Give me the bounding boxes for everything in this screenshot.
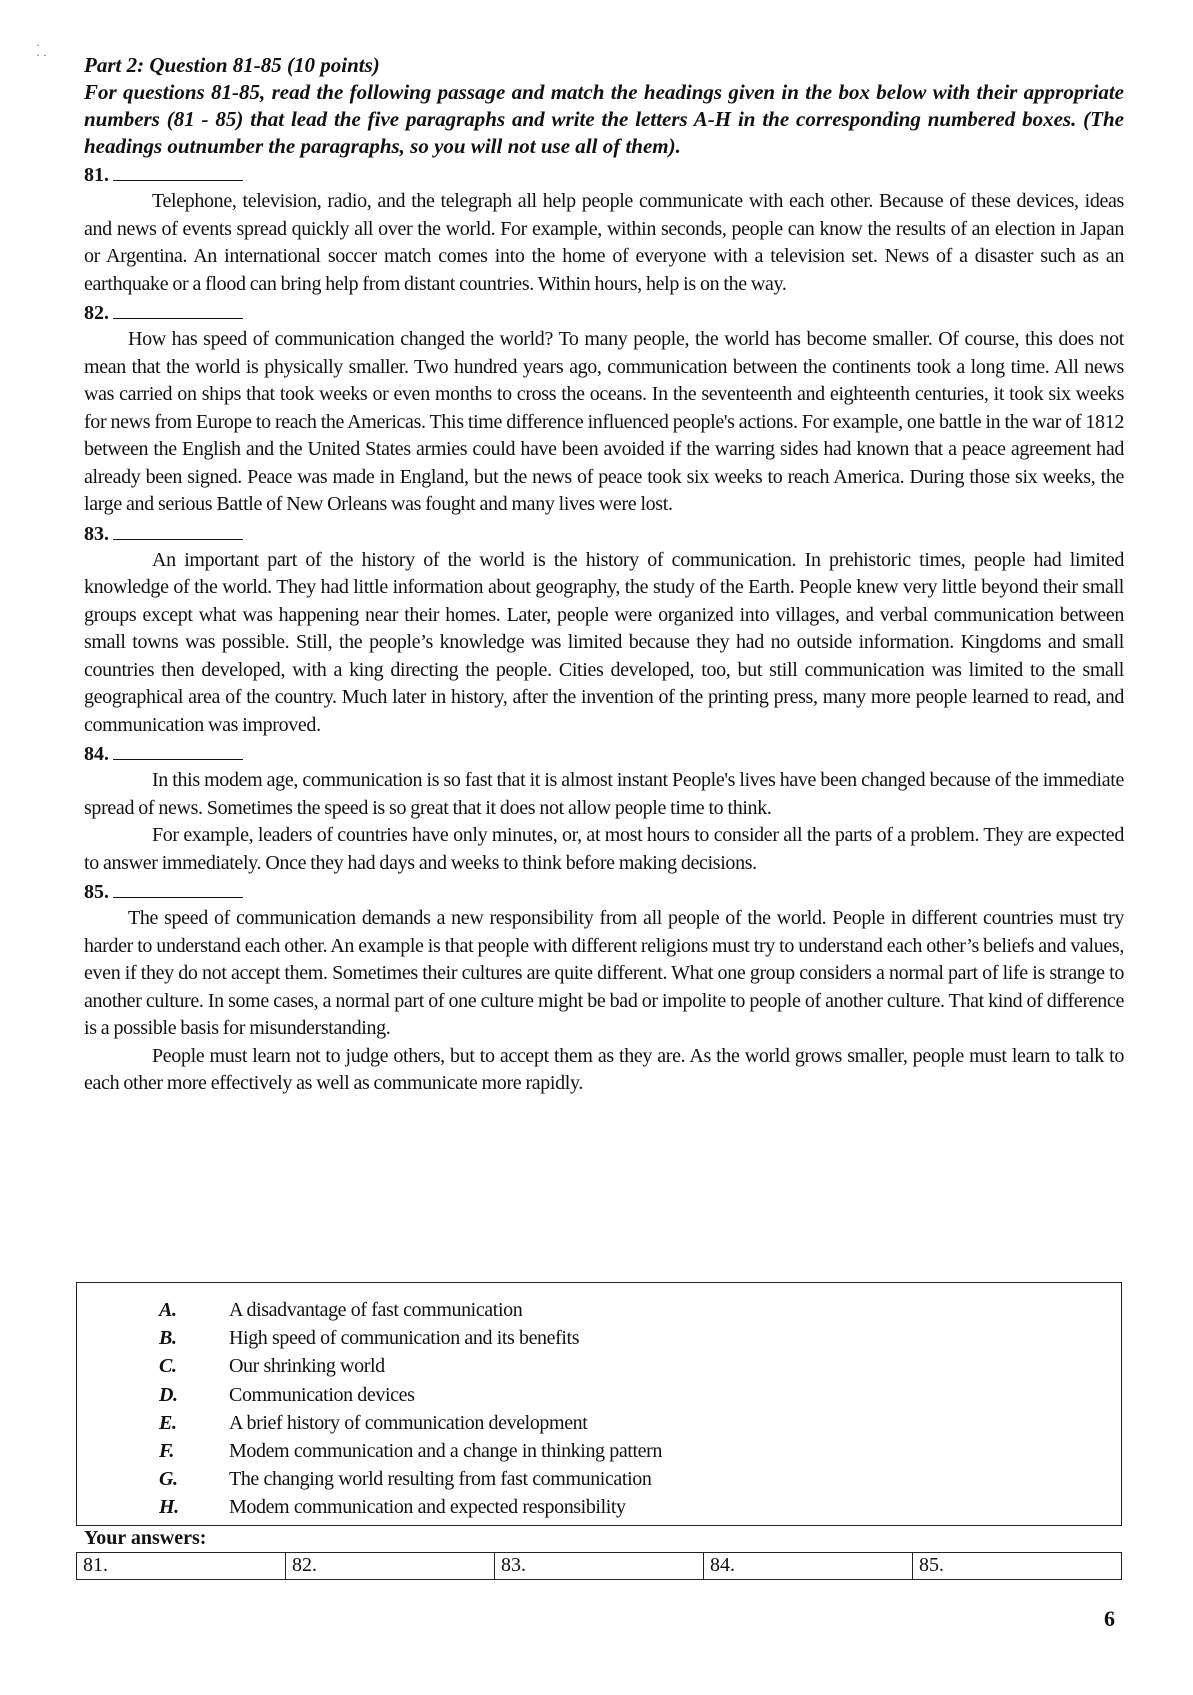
question-number-82: 82.: [84, 300, 1124, 326]
exam-page: [84, 52, 1124, 1098]
answer-blank-82[interactable]: [113, 300, 243, 319]
question-number-81: 81.: [84, 162, 1124, 188]
answer-cell-85[interactable]: 85.: [919, 1554, 944, 1576]
paragraph-85b: People must learn not to judge others, but to accept them as they are. As the world grows smaller, people must learn to talk to each other more effectively as well as communicate more rapidly.: [84, 1044, 1124, 1094]
answers-label: Your answers:: [84, 1527, 207, 1549]
instructions: For questions 81-85, read the following passage and match the headings given in the box below with their appropriate numbers (81 - 85) that lead the five paragraphs and write the letters A-H in the corresponding numbered boxes. (The headings outnumber the paragraphs, so you will not use all of them).: [84, 80, 1124, 158]
answer-blank-84[interactable]: [113, 741, 243, 760]
part-title: Part 2: Question 81-85 (10 points): [84, 53, 380, 77]
answer-cell-83[interactable]: 83.: [495, 1553, 704, 1579]
answer-cell-84[interactable]: 84.: [704, 1553, 913, 1579]
scan-artifact: · · ·: [36, 38, 47, 62]
answer-blank-81[interactable]: [113, 162, 243, 181]
paragraph-84a: In this modem age, communication is so fast that it is almost instant People's lives have been changed because of the immediate spread of news. Sometimes the speed is so great that it does not allow people time to think.: [84, 769, 1124, 819]
question-number-85: 85.: [84, 879, 1124, 905]
paragraph-83: An important part of the history of the world is the history of communication. In prehistoric times, people had limited knowledge of the world. They had little information about geography, the study of the Earth. People knew very little beyond their small groups except what was happening near their homes. Later, people were organized into villages, and verbal communication between small towns was possible. Still, the people’s knowledge was limited because they had no outside information. Kingdoms and small countries then developed, with a king directing the people. Cities developed, too, but still communication was limited to the small geographical area of the country. Much later in history, after the invention of the printing press, many more people learned to read, and communication was improved.: [84, 548, 1124, 736]
heading-option-c: C. Our shrinking world: [159, 1355, 385, 1378]
heading-option-g: G. The changing world resulting from fast communication: [159, 1468, 652, 1491]
heading-option-f: F. Modem communication and a change in thinking pattern: [159, 1440, 662, 1463]
headings-box: [76, 1282, 1122, 1526]
heading-option-h: H. Modem communication and expected responsibility: [159, 1496, 626, 1519]
heading-option-e: E. A brief history of communication development: [159, 1411, 588, 1434]
answer-cell-81[interactable]: 81.: [77, 1553, 286, 1579]
paragraph-81: Telephone, television, radio, and the telegraph all help people communicate with each other. Because of these devices, ideas and news of events spread quickly all over the world. For example, within seconds, people can know the results of an election in Japan or Argentina. An international soccer match comes into the home of everyone with a television set. News of a disaster such as an earthquake or a flood can bring help from distant countries. Within hours, help is on the way.: [84, 190, 1124, 295]
headings-list: [77, 1283, 1121, 1522]
heading-option-b: B. High speed of communication and its benefits: [159, 1327, 580, 1350]
paragraph-85a: The speed of communication demands a new responsibility from all people of the world. People in different countries must try harder to understand each other. An example is that people with different religions must try to understand each other’s beliefs and values, even if they do not accept them. Sometimes their cultures are quite different. What one group considers a normal part of life is strange to another culture. In some cases, a normal part of one culture might be bad or impolite to people of another culture. That kind of difference is a possible basis for misunderstanding.: [84, 907, 1124, 1039]
question-number-84: 84.: [84, 741, 1124, 767]
answers-table: [76, 1552, 1122, 1580]
page-number: 6: [1104, 1606, 1115, 1631]
heading-option-d: D. Communication devices: [159, 1383, 415, 1406]
paragraph-82: How has speed of communication changed the world? To many people, the world has become smaller. Of course, this does not mean that the world is physically smaller. Two hundred years ago, communication between the continents took a long time. All news was carried on ships that took weeks or even months to cross the oceans. In the seventeenth and eighteenth centuries, it took six weeks for news from Europe to reach the Americas. This time difference influenced people's actions. For example, one battle in the war of 1812 between the English and the United States armies could have been avoided if the warring sides had known that a peace agreement had already been signed. Peace was made in England, but the news of peace took six weeks to reach America. During those six weeks, the large and serious Battle of New Orleans was fought and many lives were lost.: [84, 328, 1124, 515]
answer-blank-85[interactable]: [113, 879, 243, 898]
heading-option-a: A. A disadvantage of fast communication: [159, 1299, 523, 1321]
question-number-83: 83.: [84, 521, 1124, 547]
answer-blank-83[interactable]: [113, 521, 243, 540]
answer-cell-82[interactable]: 82.: [286, 1553, 495, 1579]
paragraph-84b: For example, leaders of countries have only minutes, or, at most hours to consider all the parts of a problem. They are expected to answer immediately. Once they had days and weeks to think before making decisions.: [84, 824, 1124, 874]
